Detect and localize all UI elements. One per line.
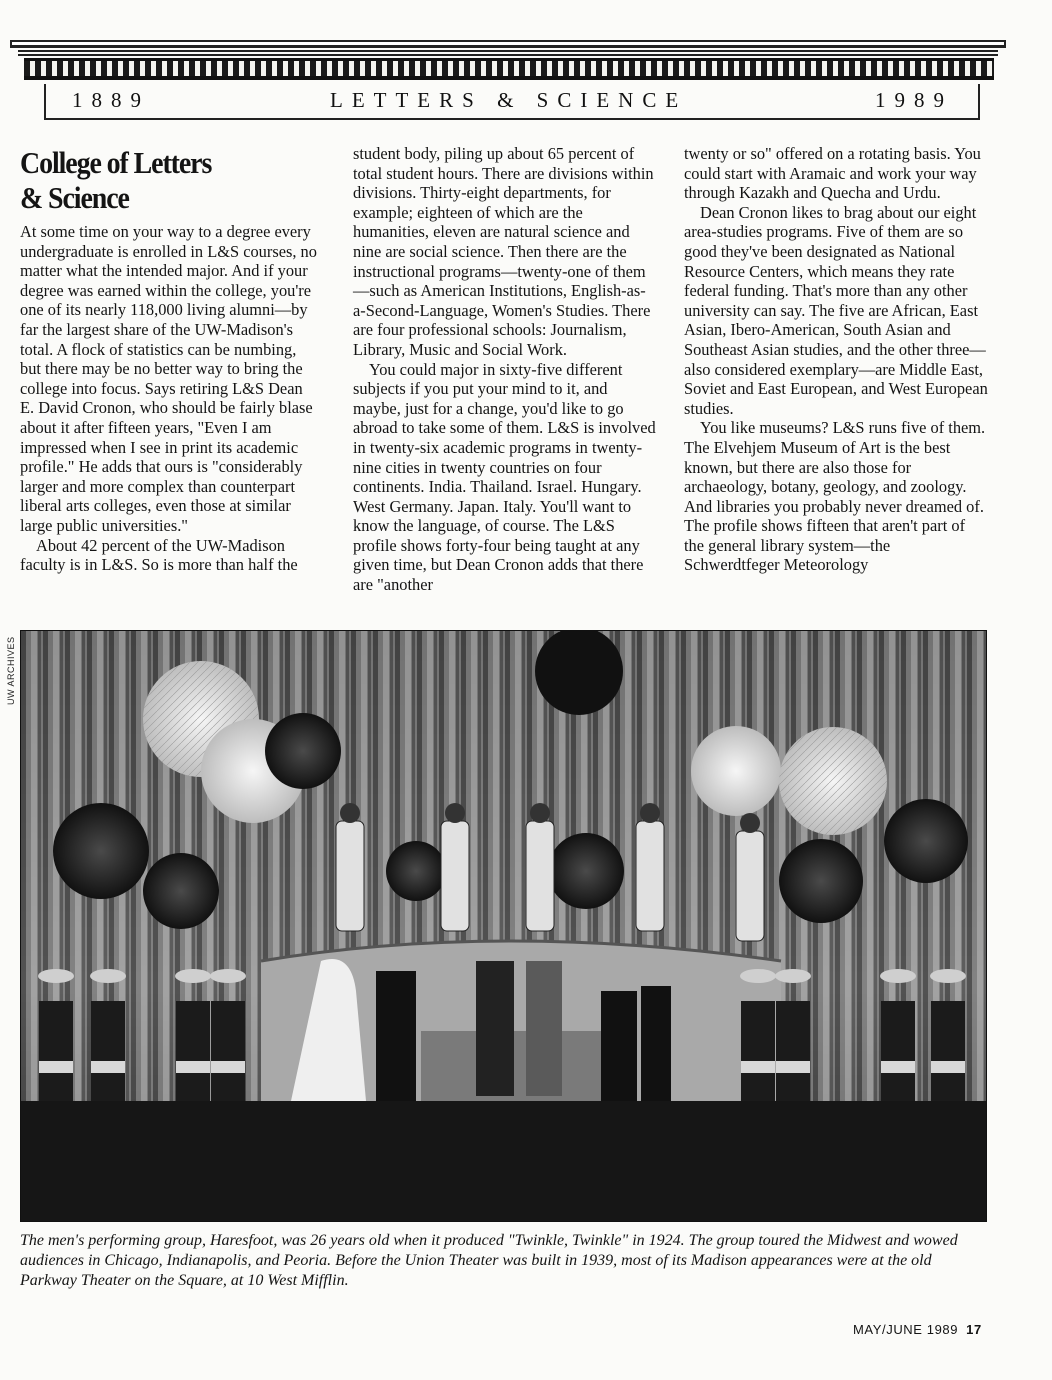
stage-photo (20, 630, 987, 1222)
photo-credit: UW ARCHIVES (6, 636, 16, 705)
photo-caption: The men's performing group, Haresfoot, was 26 years old when it produced "Twinkle, Twinkle" in 1924. The group toured the Midwest and wowed audiences in Chicago, Indianapolis, and Peoria. Before the Union Theater was built in 1939, most of its Madison appearances were at the old Parkway Theater on the Square, at 10 West Mifflin. (20, 1232, 958, 1289)
paragraph: Dean Cronon likes to brag about our eight area-studies programs. Five of them are so good they've been designated as National Resource Centers, which means they rate federal funding. That's more than any other university can say. The five are African, East Asian, Ibero-American, South Asian and Southeast Asian studies, and the other three—also considered exemplary—are Middle East, Soviet and East European, and West European studies. (684, 202, 988, 418)
stage-photo-illustration (21, 631, 987, 1222)
header-section-title: LETTERS & SCIENCE (330, 88, 688, 112)
paragraph: twenty or so" offered on a rotating basis. You could start with Aramaic and work your way through Kazakh and Quecha and Urdu. (684, 144, 981, 203)
paragraph: You could major in sixty-five different subjects if you put your mind to it, and maybe, just for a change, you'd like to go abroad to take some of them. L&S is involved in twenty-six academic programs in twenty-nine cities in twenty countries on four continents. India. Thailand. Israel. Hungary. West Germany. Japan. Italy. You'll want to know the language, of course. The L&S profile shows forty-four being taught at any given time, but Dean Cronon adds that there are "another (353, 359, 656, 595)
page-number: 17 (966, 1322, 982, 1337)
article-column-1 (20, 222, 320, 575)
issue-date: MAY/JUNE 1989 (853, 1322, 959, 1337)
paragraph: student body, piling up about 65 percent of total student hours. There are divisions within divisions. Thirty-eight departments, for example; eighteen of which are the humanities, eleven are natural science and nine are social science. Then there are the instructional programs—twenty-one of them—such as American Institutions, English-as-a-Second-Language, Women's Studies. There are four professional schools: Journalism, Library, Music and Social Work. (353, 144, 654, 359)
header-year-left: 1889 (72, 88, 150, 112)
page-footer (853, 1322, 982, 1337)
article-title (20, 145, 290, 215)
article-column-2 (353, 144, 658, 595)
cornice-cap (10, 40, 1006, 48)
article-column-3 (684, 144, 989, 575)
title-line-1: College of Letters (20, 145, 212, 180)
cornice-molding (18, 50, 998, 56)
title-line-2: & Science (20, 180, 129, 215)
paragraph: At some time on your way to a degree every undergraduate is enrolled in L&S courses, no matter what the intended major. And if your degree was earned within the college, you're one of its nearly 118,000 living alumni—by far the largest share of the UW-Madison's total. A flock of statistics can be numbing, but there may be no better way to bring the college into focus. Says retiring L&S Dean E. David Cronon, who should be fairly blase about it after fifteen years, "Even I am impressed when I see in print its academic profile." He adds that ours is "considerably larger and more complex than counterpart liberal arts colleges, even those at similar large public universities." (20, 222, 317, 535)
paragraph: You like museums? L&S runs five of them. The Elvehjem Museum of Art is the best known, but there are also those for archaeology, botany, geology, and zoology. And libraries you probably never dreamed of. The profile shows fifteen that aren't part of the general library system—the Schwerdtfeger Meteorology (684, 418, 986, 575)
paragraph: About 42 percent of the UW-Madison faculty is in L&S. So is more than half the (20, 535, 298, 575)
cornice-dentils (24, 58, 994, 80)
header-year-right: 1989 (875, 88, 953, 112)
